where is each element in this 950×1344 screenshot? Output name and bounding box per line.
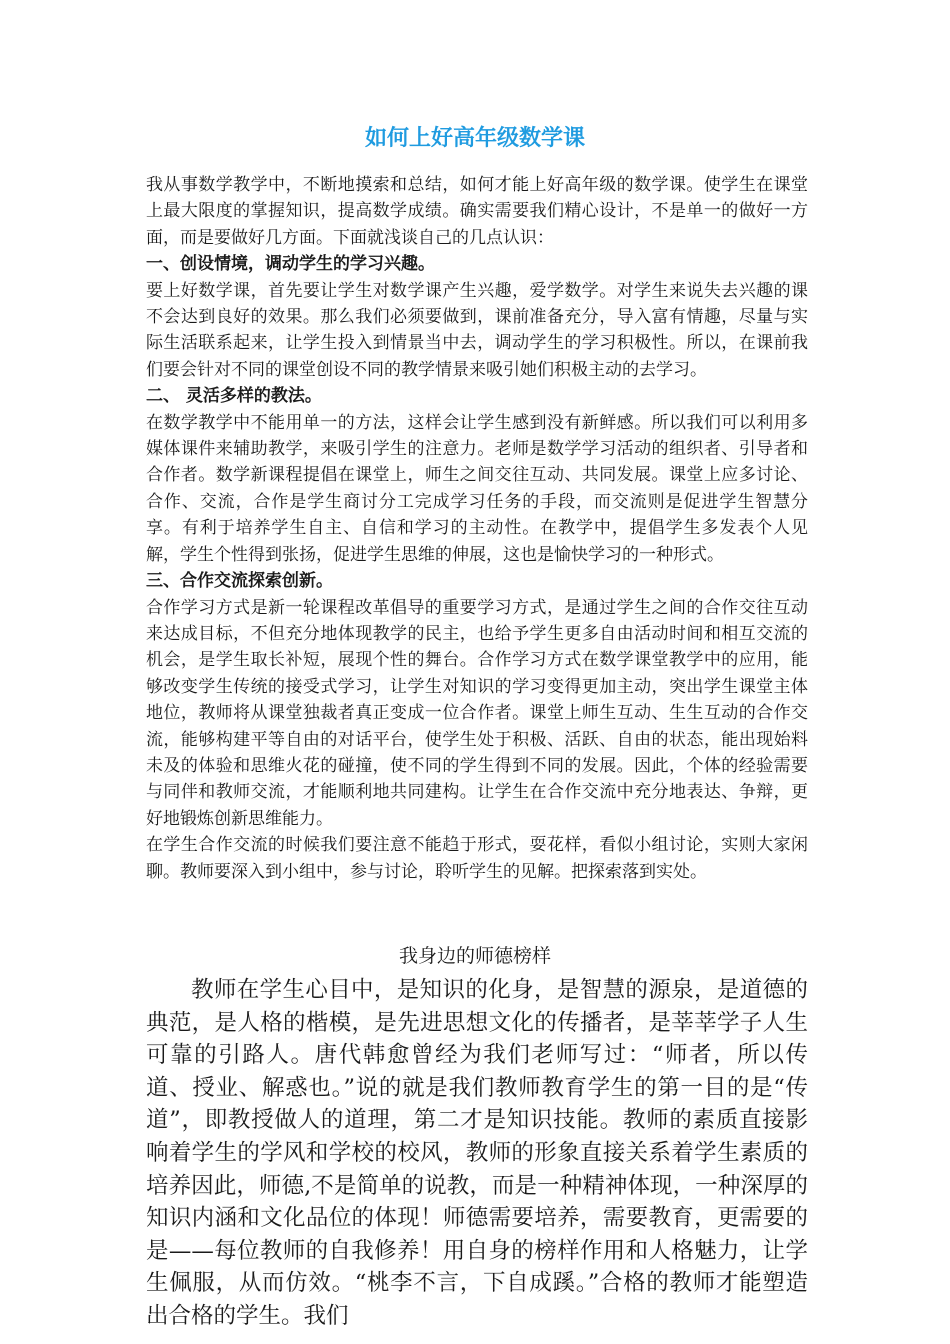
section-paragraph: 在学生合作交流的时候我们要注意不能趋于形式，耍花样，看似小组讨论，实则大家闲聊。教师要深入到小组中，参与讨论，聆听学生的见解。把探索落到实处。 — [146, 835, 808, 882]
section-heading-3: 三、合作交流探索创新。 — [146, 571, 333, 592]
section-heading-2: 二、 灵活多样的教法。 — [146, 386, 322, 407]
essay-title: 我身边的师德榜样 — [398, 945, 551, 967]
article-body — [146, 172, 808, 885]
section-paragraph: 合作学习方式是新一轮课程改革倡导的重要学习方式，是通过学生之间的合作交往互动来达成目标，不但充分地体现教学的民主，也给予学生更多自由活动时间和相互交流的机会，是学生取长补短，展现个性的舞台。合作学习方式在数学课堂教学中的应用，能够改变学生传统的接受式学习，让学生对知识的学习变得更加主动，突出学生课堂主体地位，教师将从课堂独裁者真正变成一位合作者。课堂上师生互动、生生互动的合作交流，能够构建平等自由的对话平台，使学生处于积极、活跃、自由的状态，能出现始料未及的体验和思维火花的碰撞，使不同的学生得到不同的发展。因此，个体的经验需要与同伴和教师交流，才能顺利地共同建构。让学生在合作交流中充分地表达、争辩，更好地锻炼创新思维能力。 — [146, 597, 808, 829]
section-paragraph: 在数学教学中不能用单一的方法，这样会让学生感到没有新鲜感。所以我们可以利用多媒体课件来辅助教学，来吸引学生的注意力。老师是数学学习活动的组织者、引导者和合作者。数学新课程提倡在课堂上，师生之间交往互动、共同发展。课堂上应多讨论、合作、交流，合作是学生商讨分工完成学习任务的手段，而交流则是促进学生智慧分享。有利于培养学生自主、自信和学习的主动性。在教学中，提倡学生多发表个人见解，学生个性得到张扬，促进学生思维的伸展，这也是愉快学习的一种形式。 — [146, 412, 808, 565]
section-paragraph: 要上好数学课，首先要让学生对数学课产生兴趣，爱学数学。对学生来说失去兴趣的课不会达到良好的效果。那么我们必须要做到，课前准备充分，导入富有情趣，尽量与实际生活联系起来，让学生投入到情景当中去，调动学生的学习积极性。所以，在课前我们要会针对不同的课堂创设不同的教学情景来吸引她们积极主动的去学习。 — [146, 280, 808, 380]
section-heading-1: 一、创设情境，调动学生的学习兴趣。 — [146, 254, 435, 275]
article-intro: 我从事数学教学中，不断地摸索和总结，如何才能上好高年级的数学课。使学生在课堂上最大限度的掌握知识，提高数学成绩。确实需要我们精心设计，不是单一的做好一方面，而是要做好几方面。下面就浅谈自己的几点认识： — [146, 175, 808, 248]
essay-body: 教师在学生心目中，是知识的化身，是智慧的源泉，是道德的典范，是人格的楷模，是先进思想文化的传播者，是莘莘学子人生可靠的引路人。唐代韩愈曾经为我们老师写过：“师者，所以传道、授业、解惑也。”说的就是我们教师教育学生的第一目的是“传道”，即教授做人的道理，第二才是知识技能。教师的素质直接影响着学生的学风和学校的校风，教师的形象直接关系着学生素质的培养因此，师德,不是简单的说教，而是一种精神体现，一种深厚的知识内涵和文化品位的体现！师德需要培养，需要教育，更需要的是——每位教师的自我修养！用自身的榜样作用和人格魅力，让学生佩服，从而仿效。“桃李不言，下自成蹊。”合格的教师才能塑造出合格的学生。我们 — [146, 977, 808, 1329]
article-title: 如何上好高年级数学课 — [364, 126, 585, 151]
